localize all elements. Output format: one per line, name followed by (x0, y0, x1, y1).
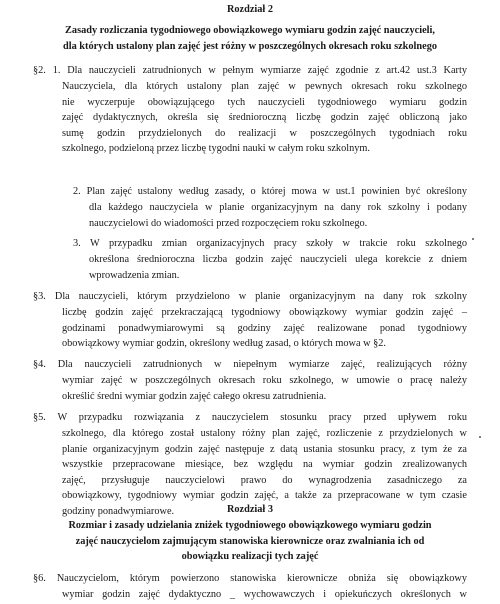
text-line: liczbę godzin zajęć przekraczającą tygodniowy obowiązkowy wymiar godzin zajęć – (62, 307, 467, 318)
chapter-2-title: Rozdział 2 (226, 4, 274, 15)
paragraph-4 (33, 357, 467, 373)
text-line: wymiar zajęć w poszczególnych okresach roku szkolnego, w umowie o pracę należy (62, 375, 467, 386)
text-line: wszystkie przepracowane miesiące, bez względu na wymiar godzin zrealizowanych (62, 459, 467, 470)
text-line: nauczycielowi do wiadomości przed rozpoczęciem roku szkolnego. (89, 217, 368, 229)
text-line: nie wyczerpuje obowiązującego tych nauczycieli tygodniowego wymiaru godzin (62, 96, 467, 108)
chapter-2-subtitle-line: dla których ustalony plan zajęć jest różny w poszczególnych okresach roku szkolnego (62, 40, 438, 52)
text-line: określona średnioroczna liczba godzin zajęć nauczycieli ulega korekcie z dniem (89, 254, 467, 265)
scan-speck (479, 436, 481, 438)
text-line: szkolnego, podzieloną przez liczbę tygodni nauki w całym roku szkolnym. (62, 143, 370, 154)
scan-speck (472, 238, 474, 240)
text-line: zajęć dydaktycznych, określa się średnioroczną liczbę godzin zajęć obliczoną jako (62, 112, 467, 123)
text-line: wprowadzenia zmian. (89, 269, 180, 281)
text-line: §3. Dla nauczycieli, którym przydzielono w planie organizacyjnym na dany rok szkolny (33, 291, 467, 302)
paragraph-2-section-2-cont (89, 200, 467, 231)
paragraph-2-section-3-cont (89, 252, 467, 283)
chapter-2-heading (0, 2, 500, 18)
paragraph-4-cont (62, 373, 467, 404)
paragraph-2-section-1 (33, 63, 467, 79)
text-line: szkolnego, dla którego został ustalony różny plan zajęć, rozliczenie z przydzielonych w (62, 428, 467, 439)
chapter-3-title: Rozdział 3 (226, 504, 274, 515)
paragraph-3 (33, 289, 467, 305)
chapter-3-subtitle-line: Rozmiar i zasady udzielania zniżek tygodniowego obowiązkowego wymiaru godzin (68, 520, 432, 531)
paragraph-2-section-1-cont (62, 79, 467, 157)
text-line: Nauczyciela, dla których ustalony plan zajęć w pewnych okresach roku szkolnego (62, 81, 467, 92)
text-line: wymiar godzin zajęć dydaktyczno _ wychowawczych i opiekuńczych określonych w (62, 589, 467, 600)
chapter-3-subtitle-line: obowiązku realizacji tych zajęć (181, 551, 319, 562)
paragraph-2-section-3 (73, 236, 467, 252)
text-line: obowiązkowy wymiar godzin, określony według zasad, o których mowa w §2. (62, 338, 386, 349)
text-line: §4. Dla nauczycieli zatrudnionych w niepełnym wymiarze zajęć, realizujących różny (33, 359, 467, 370)
chapter-3-subtitle (0, 518, 500, 565)
text-line: §2. 1. Dla nauczycieli zatrudnionych w pełnym wymiarze zajęć zgodnie z art.42 ust.3 Karty (33, 65, 467, 76)
paragraph-3-cont (62, 305, 467, 352)
chapter-2-subtitle (0, 23, 500, 54)
chapter-3-heading (0, 502, 500, 518)
chapter-2-subtitle-line: Zasady rozliczania tygodniowego obowiązkowego wymiaru godzin zajęć nauczycieli, (65, 25, 435, 36)
text-line: planie organizacyjnym godzin zajęć następuje z datą ustania stosunku pracy, z tym że za (62, 443, 467, 455)
text-line: godzinami ponadwymiarowymi są godziny zajęć realizowane ponad tygodniowy (62, 322, 467, 334)
text-line: 3. W przypadku zmian organizacyjnych pracy szkoły w trakcie roku szkolnego (73, 238, 467, 249)
paragraph-6 (33, 571, 467, 587)
text-line: zajęć, przysługuje nauczycielowi prawo do wynagrodzenia zasadniczego za (62, 474, 467, 486)
text-line: godziny ponadwymiarowe. (62, 505, 175, 517)
paragraph-5 (33, 410, 467, 426)
text-line: dla każdego nauczyciela w planie organizacyjnym na dany rok szkolny i podany (89, 202, 467, 213)
text-line: obowiązkowy, tygodniowy wymiar godzin zajęć, a także za przepracowane w tym czasie (62, 490, 467, 501)
text-line: sumę godzin przydzielonych do realizacji w poszczególnych tygodniach roku (62, 127, 467, 139)
paragraph-2-section-2 (73, 184, 467, 200)
text-line: §5. W przypadku rozwiązania z nauczycielem stosunku pracy przed upływem roku (33, 412, 467, 423)
chapter-3-subtitle-line: zajęć nauczycielom zajmującym stanowiska kierownicze oraz zwalniania ich od (75, 535, 425, 547)
paragraph-6-cont (62, 587, 467, 603)
text-line: 2. Plan zajęć ustalony według zasady, o której mowa w ust.1 powinien być określony (73, 186, 467, 197)
text-line: §6. Nauczycielom, którym powierzono stanowiska kierownicze obniża się obowiązkowy (33, 573, 467, 584)
text-line: określić średni wymiar godzin zajęć całego okresu zatrudnienia. (62, 390, 327, 402)
